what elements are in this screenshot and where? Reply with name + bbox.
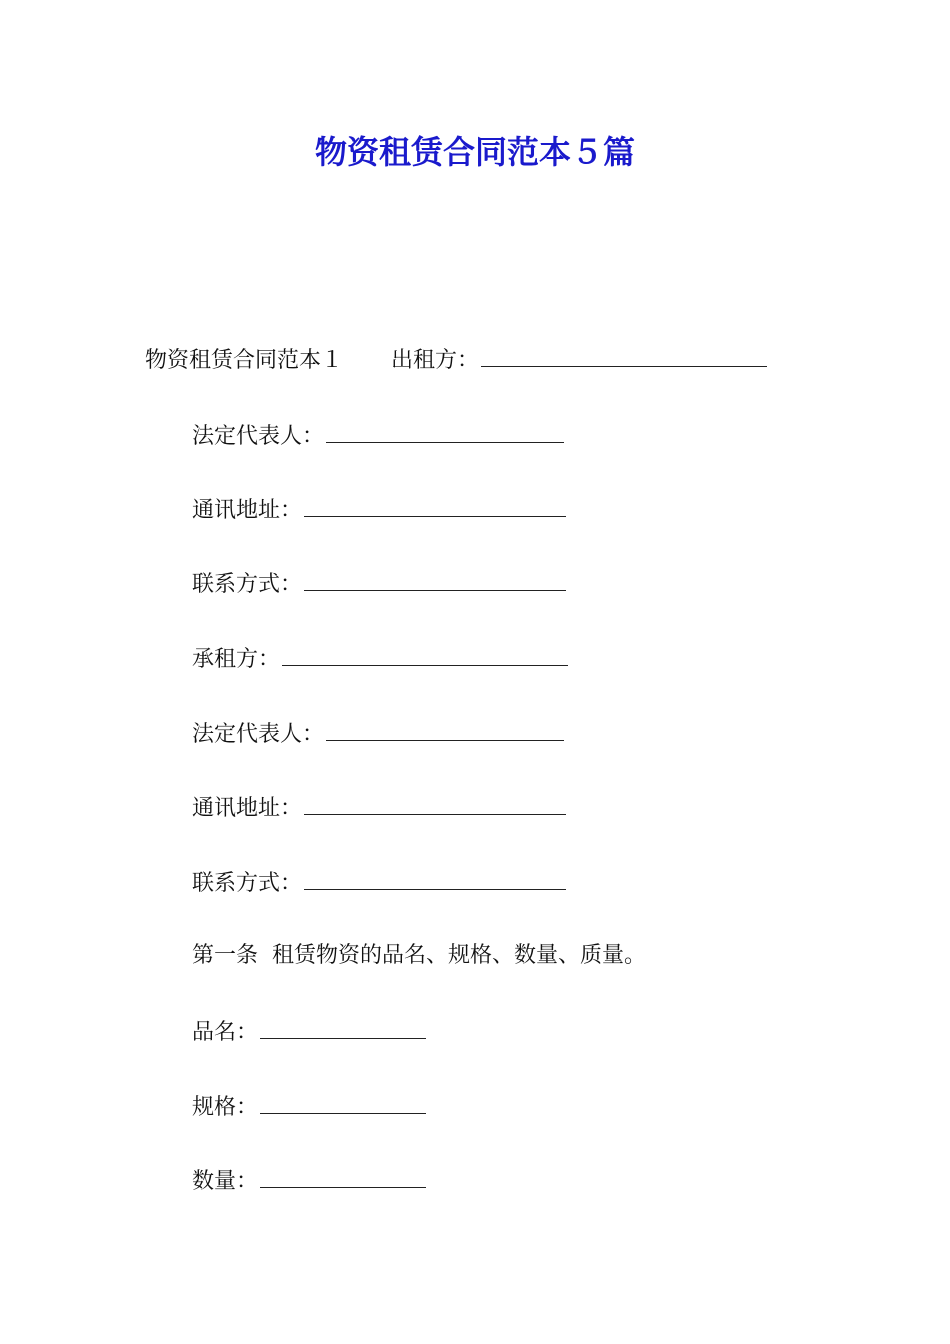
field-label: 通讯地址： — [192, 796, 303, 821]
field-label: 数量： — [192, 1169, 259, 1194]
lessor-address-blank[interactable] — [304, 494, 566, 517]
goods-name-row — [192, 1016, 426, 1048]
article-text: 租赁物资的品名、规格、数量、质量。 — [272, 943, 647, 968]
lessor-representative-blank[interactable] — [326, 420, 564, 443]
field-label: 品名： — [192, 1020, 259, 1045]
lessor-blank[interactable] — [481, 344, 767, 367]
goods-spec-row — [192, 1091, 426, 1123]
field-label: 法定代表人： — [192, 722, 325, 747]
contract-heading: 物资租赁合同范本１ — [145, 348, 344, 373]
field-label: 通讯地址： — [192, 498, 303, 523]
lessor-representative-row — [192, 420, 564, 452]
goods-quantity-blank[interactable] — [260, 1165, 426, 1188]
page-title: 物资租赁合同范本５篇 — [314, 133, 635, 171]
lessee-contact-blank[interactable] — [304, 867, 566, 890]
field-label: 联系方式： — [192, 572, 303, 597]
lessee-representative-blank[interactable] — [326, 718, 564, 741]
field-label: 规格： — [192, 1095, 259, 1120]
goods-spec-blank[interactable] — [260, 1091, 426, 1114]
lessee-label: 承租方： — [192, 647, 281, 672]
field-label: 联系方式： — [192, 871, 303, 896]
lessor-label: 出租方： — [391, 348, 480, 373]
goods-quantity-row — [192, 1165, 426, 1197]
lessee-address-row — [192, 792, 566, 824]
article-1-row — [192, 941, 646, 971]
lessee-contact-row — [192, 867, 566, 899]
lessee-blank[interactable] — [282, 643, 568, 666]
lessee-row — [192, 643, 568, 675]
lessor-address-row — [192, 494, 566, 526]
field-label: 法定代表人： — [192, 424, 325, 449]
lessor-contact-blank[interactable] — [304, 568, 566, 591]
lessee-representative-row — [192, 718, 564, 750]
contract-heading-row — [145, 344, 767, 376]
lessee-address-blank[interactable] — [304, 792, 566, 815]
article-number: 第一条 — [192, 943, 259, 968]
lessor-contact-row — [192, 568, 566, 600]
goods-name-blank[interactable] — [260, 1016, 426, 1039]
